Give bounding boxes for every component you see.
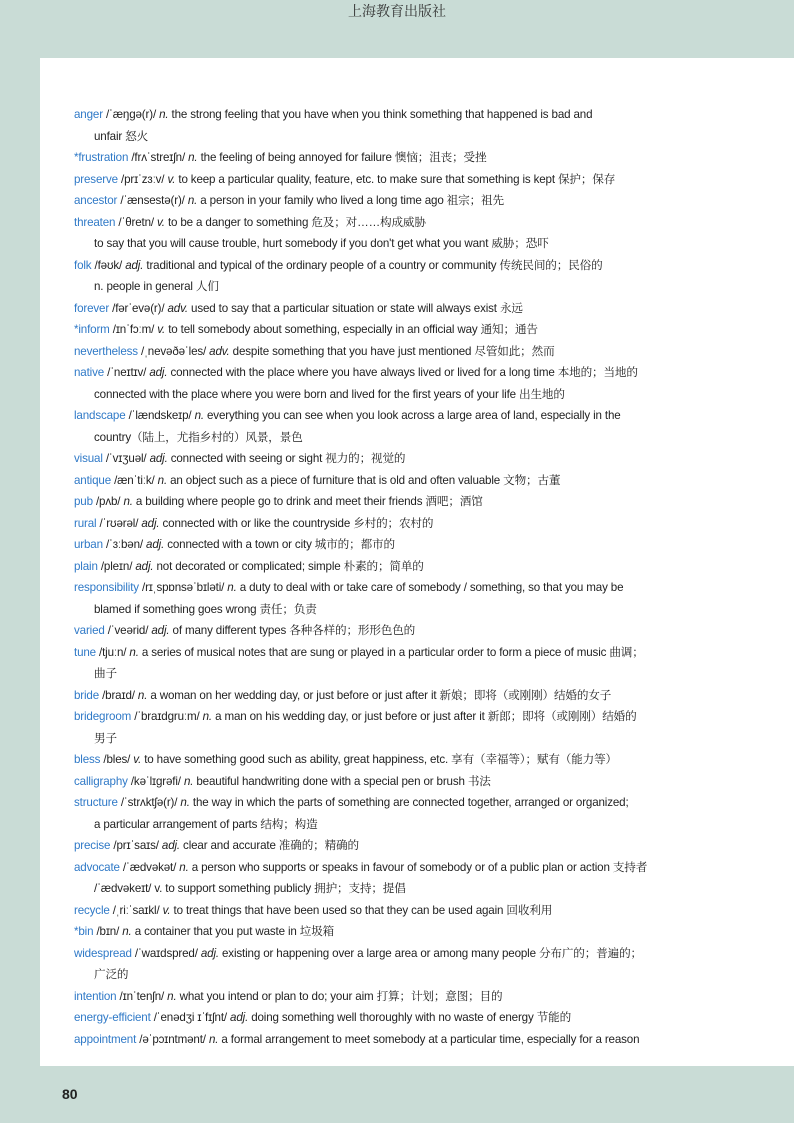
pronunciation: /tjuːn/ (95, 645, 130, 659)
part-of-speech: adj. (149, 366, 168, 379)
definition-continuation: to say that you will cause trouble, hurt somebody if you don't get what you want 威胁；恐吓 (94, 237, 549, 250)
vocab-entry (74, 986, 714, 1008)
part-of-speech: adv. (209, 344, 230, 358)
definition: existing or happening over a large area or among many people 分布广的；普遍的； (218, 946, 642, 960)
headword: nevertheless (74, 344, 138, 358)
vocab-entry (74, 190, 714, 212)
publisher-header: 上海教育出版社 (348, 4, 446, 20)
headword: preserve (74, 172, 118, 186)
part-of-speech: n. (194, 409, 204, 422)
definition: a formal arrangement to meet somebody at a particular time, especially for a reason (218, 1032, 640, 1046)
vocab-entry (74, 706, 714, 728)
vocab-entry (74, 620, 714, 642)
definition-continuation: n. people in general 人们 (94, 280, 219, 293)
pronunciation: /prɪˈsaɪs/ (110, 839, 162, 852)
headword: native (74, 366, 105, 379)
definition: the way in which the parts of something are connected together, arranged or organized; (189, 796, 629, 809)
definition: doing something well thoroughly with no waste of energy 节能的 (248, 1011, 572, 1024)
definition: connected with or like the countryside 乡村的；农村的 (159, 516, 434, 530)
headword: tune (74, 645, 96, 659)
vocab-entry (74, 921, 714, 943)
pronunciation: /əˈpɔɪntmənt/ (136, 1032, 209, 1046)
part-of-speech: adv. (167, 301, 188, 315)
part-of-speech: v. (157, 215, 165, 229)
vocab-entry (74, 104, 714, 126)
vocab-entry (74, 642, 714, 664)
headword: urban (74, 538, 103, 551)
part-of-speech: v. (162, 903, 171, 917)
part-of-speech: v. (167, 172, 176, 186)
vocab-entry (74, 470, 714, 492)
headword: bride (74, 688, 100, 702)
headword: anger (74, 108, 103, 121)
pronunciation: /bɪn/ (93, 925, 123, 938)
headword: *inform (74, 323, 110, 336)
definition: of many different types 各种各样的；形形色色的 (169, 624, 416, 637)
definition: a building where people go to drink and meet their friends 酒吧；酒馆 (132, 495, 483, 508)
definition-continuation: connected with the place where you were born and lived for the first years of your life 出生地的 (94, 387, 565, 401)
pronunciation: /kəˈlɪɡrəfi/ (127, 774, 184, 788)
vocab-entry (74, 147, 714, 169)
definition: despite something that you have just mentioned 尽管如此；然而 (229, 344, 555, 358)
part-of-speech: n. (167, 989, 177, 1003)
definition: to keep a particular quality, feature, etc. to make sure that something is kept 保护；保存 (175, 172, 616, 186)
definition: connected with seeing or sight 视力的；视觉的 (167, 452, 406, 465)
part-of-speech: adj. (135, 559, 154, 573)
definition: a man on his wedding day, or just before or just after it 新郎；即将（或刚刚）结婚的 (212, 710, 637, 723)
vocab-entry (74, 341, 714, 363)
part-of-speech: n. (227, 581, 237, 594)
definition-continuation: 男子 (94, 731, 117, 745)
headword: responsibility (74, 581, 139, 594)
pronunciation: /ˌriːˈsaɪkl/ (109, 903, 163, 917)
definition: the feeling of being annoyed for failure 懊恼；沮丧；受挫 (197, 151, 487, 164)
headword: antique (74, 473, 111, 487)
pronunciation: /ænˈtiːk/ (111, 473, 158, 487)
part-of-speech: n. (157, 473, 168, 487)
pronunciation: /ɪnˈtenʃn/ (116, 989, 168, 1003)
headword: appointment (74, 1032, 137, 1046)
part-of-speech: adj. (125, 258, 144, 272)
pronunciation: /rɪˌspɒnsəˈbɪləti/ (138, 581, 228, 594)
pronunciation: /ˈstrʌktʃə(r)/ (117, 796, 181, 809)
headword: forever (74, 301, 110, 315)
vocab-entry (74, 835, 714, 857)
vocab-entry (74, 534, 714, 556)
definition: beautiful handwriting done with a special pen or brush 书法 (193, 774, 491, 788)
definition: to be a danger to something 危及；对……构成威胁 (164, 215, 426, 229)
pronunciation: /fəʊk/ (91, 258, 126, 272)
part-of-speech: v. (133, 753, 142, 766)
vocab-entry (74, 792, 714, 814)
headword: precise (74, 839, 111, 852)
pronunciation: /ˈenədʒi ɪˈfɪʃnt/ (150, 1011, 231, 1024)
part-of-speech: n. (208, 1032, 219, 1046)
pronunciation: /pʌb/ (92, 495, 124, 508)
definition: used to say that a particular situation or state will always exist 永远 (187, 301, 523, 315)
part-of-speech: adj. (200, 946, 219, 960)
part-of-speech: n. (129, 645, 139, 659)
definition-continuation: /ˈædvəkeɪt/ v. to support something publicly 拥护；支持；提倡 (94, 882, 406, 895)
part-of-speech: n. (123, 495, 133, 508)
definition: a container that you put waste in 垃圾箱 (131, 925, 335, 938)
definition: to treat things that have been used so that they can be used again 回收利用 (170, 903, 553, 917)
definition-continuation: blamed if something goes wrong 责任；负责 (94, 602, 317, 616)
vocab-entry (74, 362, 714, 384)
page-number: 80 (62, 1086, 78, 1102)
pronunciation: /ˈædvəkət/ (119, 860, 180, 874)
headword: folk (74, 258, 92, 272)
definition-continuation: country（陆上，尤指乡村的）风景，景色 (94, 430, 303, 444)
headword: calligraphy (74, 774, 128, 788)
pronunciation: /ɪnˈfɔːm/ (109, 323, 158, 336)
definition-continuation: unfair 怒火 (94, 129, 149, 143)
vocab-entry (74, 900, 714, 922)
definition-continuation: a particular arrangement of parts 结构；构造 (94, 817, 318, 831)
vocab-entry (74, 685, 714, 707)
part-of-speech: n. (179, 860, 189, 874)
part-of-speech: n. (159, 108, 169, 121)
pronunciation: /ˈvɪʒuəl/ (102, 452, 150, 465)
headword: visual (74, 452, 103, 465)
vocab-entry (74, 771, 714, 793)
vocab-entry (74, 857, 714, 879)
page (40, 58, 794, 1066)
definition: clear and accurate 准确的；精确的 (179, 839, 359, 852)
part-of-speech: adj. (149, 452, 168, 465)
pronunciation: /prɪˈzɜːv/ (117, 172, 168, 186)
definition: an object such as a piece of furniture that is old and often valuable 文物；古董 (167, 473, 561, 487)
vocab-entry (74, 255, 714, 277)
headword: rural (74, 516, 97, 530)
pronunciation: /ˈθretn/ (115, 215, 158, 229)
part-of-speech: n. (202, 710, 212, 723)
pronunciation: /ˈæŋɡə(r)/ (102, 108, 160, 121)
pronunciation: /ˈɜːbən/ (102, 538, 147, 551)
part-of-speech: v. (157, 323, 166, 336)
part-of-speech: n. (187, 194, 198, 207)
headword: varied (74, 624, 105, 637)
part-of-speech: adj. (141, 516, 160, 530)
definition: to tell somebody about something, especially in an official way 通知；通告 (165, 323, 538, 336)
pronunciation: /ˈbraɪdɡruːm/ (131, 710, 203, 723)
headword: bridegroom (74, 710, 132, 723)
headword: energy-efficient (74, 1011, 151, 1024)
headword: bless (74, 753, 101, 766)
pronunciation: /ˌnevəðəˈles/ (137, 344, 210, 358)
headword: *frustration (74, 151, 129, 164)
part-of-speech: adj. (151, 624, 170, 637)
pronunciation: /ˈneɪtɪv/ (104, 366, 150, 379)
part-of-speech: adj. (230, 1011, 249, 1024)
definition: a person who supports or speaks in favour of somebody or of a public plan or action 支持者 (188, 860, 648, 874)
definition: everything you can see when you look across a large area of land, especially in the (203, 409, 621, 422)
vocab-entry (74, 1029, 714, 1051)
pronunciation: /pleɪn/ (97, 559, 136, 573)
part-of-speech: adj. (146, 538, 165, 551)
vocab-entry (74, 1007, 714, 1029)
definition: a duty to deal with or take care of somebody / something, so that you may be (236, 581, 624, 594)
pronunciation: /ˈveərid/ (104, 624, 152, 637)
headword: recycle (74, 903, 110, 917)
vocab-entry (74, 943, 714, 965)
headword: threaten (74, 215, 116, 229)
headword: structure (74, 796, 118, 809)
headword: widespread (74, 946, 132, 960)
vocab-entry (74, 491, 714, 513)
definition: traditional and typical of the ordinary people of a country or community 传统民间的；民俗的 (143, 258, 603, 272)
vocab-entry (74, 212, 714, 234)
pronunciation: /ˈænsestə(r)/ (117, 194, 188, 207)
headword: advocate (74, 860, 120, 874)
definition: what you intend or plan to do; your aim 打算；计划；意图；目的 (176, 989, 503, 1003)
definition: the strong feeling that you have when you think something that happened is bad and (168, 108, 593, 121)
vocab-entry (74, 319, 714, 341)
part-of-speech: n. (137, 688, 148, 702)
headword: pub (74, 495, 93, 508)
definition: a woman on her wedding day, or just before or just after it 新娘；即将（或刚刚）结婚的女子 (147, 688, 612, 702)
definition-continuation: 曲子 (94, 667, 117, 680)
definition: connected with a town or city 城市的；都市的 (164, 538, 395, 551)
headword: plain (74, 559, 98, 573)
definition: a series of musical notes that are sung or played in a particular order to form a piece of music 曲调； (138, 645, 644, 659)
part-of-speech: n. (188, 151, 198, 164)
vocab-entry (74, 749, 714, 771)
definition: a person in your family who lived a long time ago 祖宗；祖先 (197, 194, 504, 207)
vocab-entry (74, 556, 714, 578)
definition: not decorated or complicated; simple 朴素的；简单的 (153, 559, 424, 573)
part-of-speech: n. (122, 925, 132, 938)
pronunciation: /ˈrʊərəl/ (96, 516, 142, 530)
part-of-speech: adj. (161, 839, 180, 852)
headword: ancestor (74, 194, 118, 207)
part-of-speech: n. (180, 796, 190, 809)
vocab-entry (74, 513, 714, 535)
pronunciation: /ˈwaɪdspred/ (131, 946, 201, 960)
headword: *bin (74, 925, 94, 938)
vocab-entry (74, 169, 714, 191)
pronunciation: /bles/ (100, 753, 134, 766)
definition-continuation: 广泛的 (94, 968, 129, 981)
headword: landscape (74, 409, 126, 422)
pronunciation: /frʌˈstreɪʃn/ (128, 151, 189, 164)
vocab-entry (74, 448, 714, 470)
pronunciation: /ˈlændskeɪp/ (125, 409, 195, 422)
part-of-speech: n. (183, 774, 194, 788)
vocab-entry (74, 405, 714, 427)
pronunciation: /fərˈevə(r)/ (109, 301, 168, 315)
definition: connected with the place where you have always lived or lived for a long time 本地的；当地的 (167, 366, 638, 379)
definition: to have something good such as ability, great happiness, etc. 享有（幸福等）；赋有（能力等） (141, 753, 617, 766)
vocabulary-list (74, 104, 714, 1050)
vocab-entry (74, 298, 714, 320)
headword: intention (74, 989, 117, 1003)
vocab-entry (74, 577, 714, 599)
pronunciation: /braɪd/ (99, 688, 138, 702)
